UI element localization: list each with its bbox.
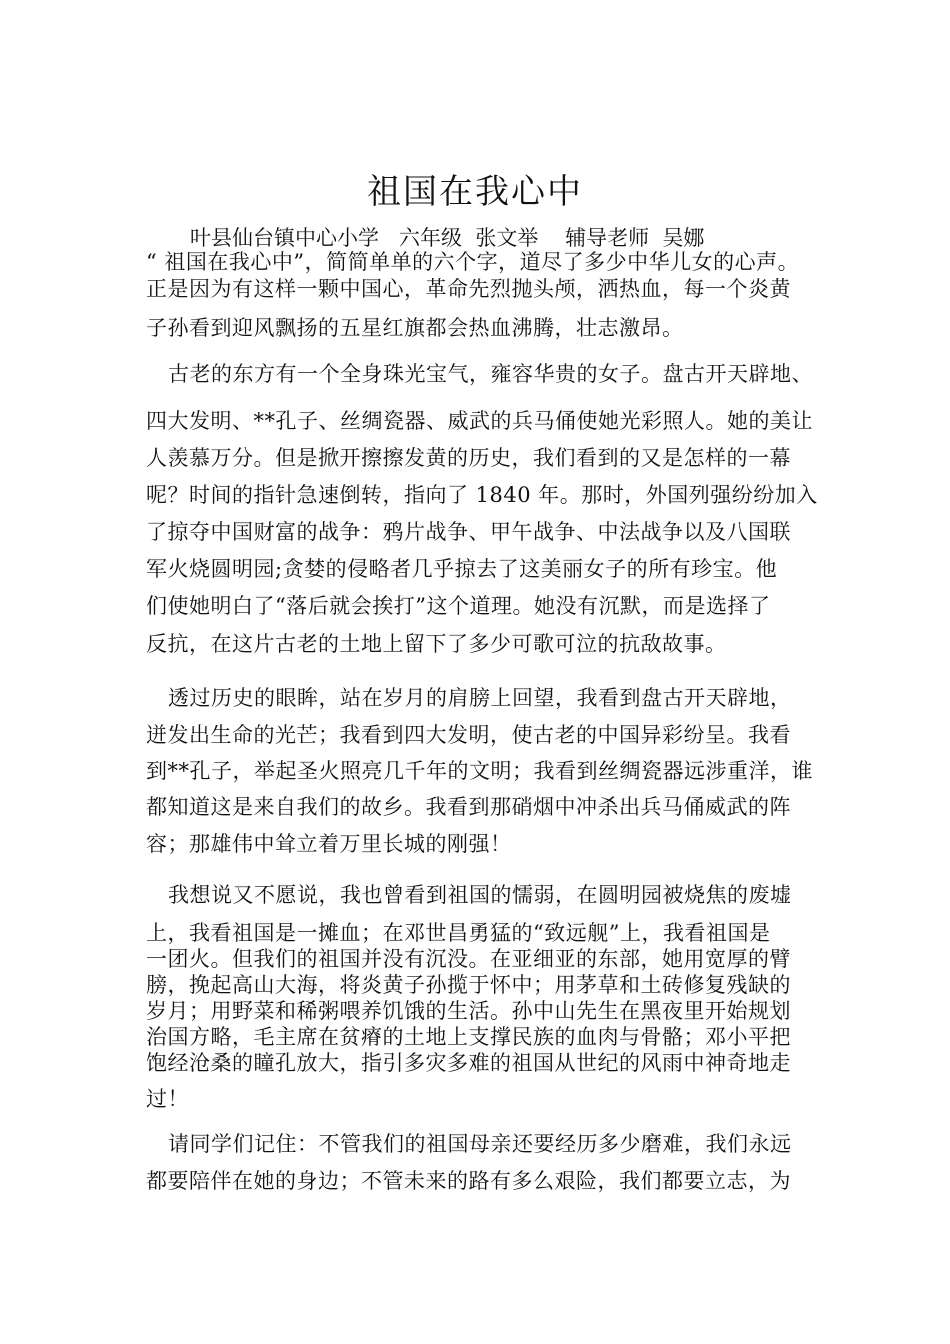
document-title: 祖国在我心中 (367, 172, 583, 212)
text-line: 反抗，在这片古老的土地上留下了多少可歌可泣的抗敌故事。 (146, 632, 727, 656)
text-line: 正是因为有这样一颗中国心，革命先烈抛头颅，洒热血，每一个炎黄 (146, 277, 791, 301)
text-line: 透过历史的眼眸，站在岁月的肩膀上回望，我看到盘古开天辟地， (168, 686, 792, 710)
text-line: 容；那雄伟中耸立着万里长城的刚强！ (146, 832, 512, 856)
author-byline: 叶县仙台镇中心小学 六年级 张文举 辅导老师 吴娜 (190, 226, 705, 250)
text-line: 人羡慕万分。但是掀开擦擦发黄的历史，我们看到的又是怎样的一幕 (146, 446, 791, 470)
text-line: “ 祖国在我心中”，简简单单的六个字，道尽了多少中华儿女的心声。 (146, 250, 800, 274)
text-line: 一团火。但我们的祖国并没有沉没。在亚细亚的东部，她用宽厚的臂 (146, 947, 791, 971)
text-line: 都知道这是来自我们的故乡。我看到那硝烟中冲杀出兵马俑威武的阵 (146, 795, 791, 819)
text-line: 治国方略，毛主席在贫瘠的土地上支撑民族的血肉与骨骼；邓小平把 (146, 1025, 791, 1049)
text-line: 们使她明白了“落后就会挨打”这个道理。她没有沉默，而是选择了 (146, 594, 771, 618)
text-line: 过！ (146, 1087, 189, 1111)
text-line: 了掠夺中国财富的战争：鸦片战争、甲午战争、中法战争以及八国联 (146, 520, 791, 544)
text-line: 军火烧圆明园;贪婪的侵略者几乎掠去了这美丽女子的所有珍宝。他 (146, 557, 778, 581)
text-line: 四大发明、**孔子、丝绸瓷器、威武的兵马俑使她光彩照人。她的美让 (146, 409, 813, 433)
text-line: 到**孔子，举起圣火照亮几千年的文明；我看到丝绸瓷器远涉重洋，谁 (146, 759, 813, 783)
text-line: 都要陪伴在她的身边；不管未来的路有多么艰险，我们都要立志，为 (146, 1169, 791, 1193)
text-line: 岁月；用野菜和稀粥喂养饥饿的生活。孙中山先生在黑夜里开始规划 (146, 999, 791, 1023)
text-line: 呢？时间的指针急速倒转，指向了 1840 年。那时，外国列强纷纷加入 (146, 483, 818, 507)
text-line: 迸发出生命的光芒；我看到四大发明，使古老的中国异彩纷呈。我看 (146, 723, 791, 747)
text-line: 我想说又不愿说，我也曾看到祖国的懦弱，在圆明园被烧焦的废墟 (168, 883, 792, 907)
text-line: 子孙看到迎风飘扬的五星红旗都会热血沸腾，壮志激昂。 (146, 316, 684, 340)
text-line: 饱经沧桑的瞳孔放大，指引多灾多难的祖国从世纪的风雨中神奇地走 (146, 1051, 791, 1075)
text-line: 古老的东方有一个全身珠光宝气，雍容华贵的女子。盘古开天辟地、 (168, 362, 813, 386)
text-line: 请同学们记住：不管我们的祖国母亲还要经历多少磨难，我们永远 (168, 1132, 792, 1156)
text-line: 膀，挽起高山大海，将炎黄子孙揽于怀中；用茅草和土砖修复残缺的 (146, 973, 791, 997)
text-line: 上，我看祖国是一摊血；在邓世昌勇猛的“致远舰”上，我看祖国是 (146, 921, 771, 945)
